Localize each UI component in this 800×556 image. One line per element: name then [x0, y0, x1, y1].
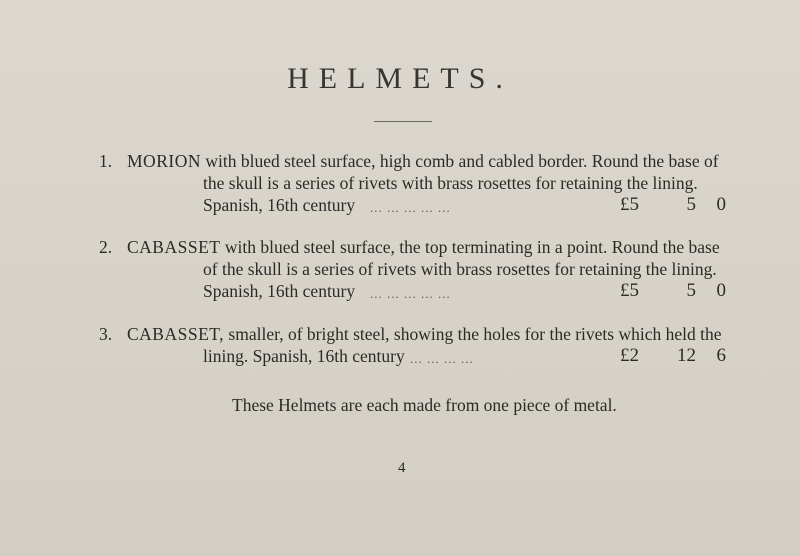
page-title: HELMETS. [287, 62, 513, 95]
entry-second-line: the skull is a series of rivets with brass rosettes for retaining the lining. [203, 173, 698, 193]
price-pence: 0 [716, 280, 726, 301]
entry-number: 1. [99, 151, 113, 171]
entry-number: 2. [99, 237, 113, 257]
entry-description: with blued steel surface, the top terminating in a point. Round the base [224, 237, 720, 257]
entry-origin: lining. Spanish, 16th century [203, 346, 405, 366]
entry-name: MORION [127, 151, 201, 171]
title-rule [374, 121, 432, 122]
leader-dots: ... ... ... ... ... [370, 286, 451, 301]
price-pounds: £2 [620, 345, 639, 366]
entry-number: 3. [99, 324, 113, 344]
entry-name: CABASSET [127, 237, 221, 257]
price-shillings: 5 [686, 280, 696, 301]
entry-origin: Spanish, 16th century [203, 281, 356, 301]
price-shillings: 12 [677, 345, 696, 366]
entry-name: CABASSET, [127, 324, 225, 344]
footnote: These Helmets are each made from one piece of metal. [232, 395, 617, 415]
entry-second-line: of the skull is a series of rivets with brass rosettes for retaining the lining. [203, 259, 717, 279]
leader-dots: ... ... ... ... ... [370, 200, 451, 215]
price-pounds: £5 [620, 194, 639, 215]
price-pounds: £5 [620, 280, 639, 301]
leader-dots: ... ... ... ... [410, 351, 474, 366]
price-pence: 0 [716, 194, 726, 215]
price-pence: 6 [716, 345, 726, 366]
entry-first-line [127, 323, 722, 346]
entry-price [620, 279, 726, 302]
entry-description: smaller, of bright steel, showing the holes for the rivets which held the [228, 324, 722, 344]
entry-price [620, 193, 726, 216]
entry-description: with blued steel surface, high comb and cabled border. Round the base of [205, 151, 719, 171]
entry-first-line [127, 236, 720, 259]
entry-origin: Spanish, 16th century [203, 195, 356, 215]
entry-price [620, 344, 726, 367]
page-number: 4 [398, 460, 406, 476]
price-shillings: 5 [686, 194, 696, 215]
entry-first-line [127, 150, 719, 173]
